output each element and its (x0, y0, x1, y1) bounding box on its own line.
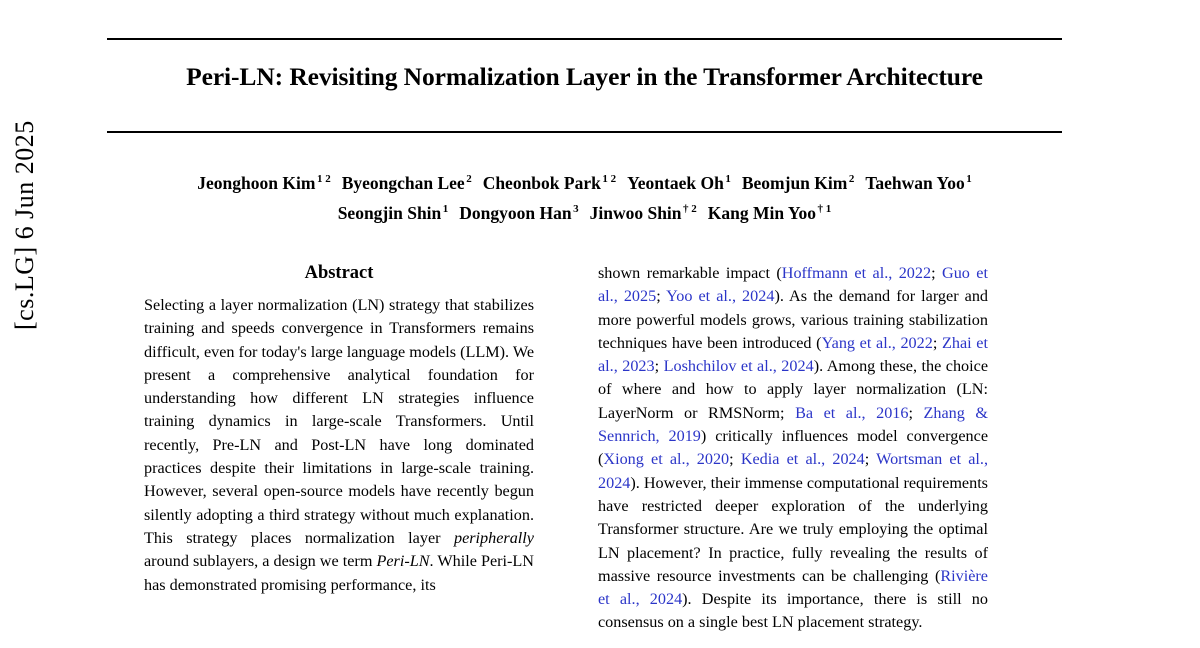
author-affiliation-marker: 2 (466, 173, 472, 186)
body-text-segment: ). Among these, the choice of where and how to apply layer normalization (LN: LayerNorm or RMSNorm; (598, 357, 988, 422)
author-affiliation-marker: 3 (573, 203, 579, 216)
author-affiliation-marker: 1 (725, 173, 731, 186)
author-name: Yeontaek Oh $^1$ (627, 173, 731, 193)
citation-link[interactable]: Yang et al., 2022 (821, 333, 933, 352)
introduction-column (598, 262, 988, 635)
body-text-segment: ; (729, 450, 741, 469)
citation-link[interactable]: Xiong et al., 2020 (603, 450, 730, 469)
body-text-segment: ; (656, 287, 667, 306)
body-text-segment: ; (864, 450, 877, 469)
author-name: Seongjin Shin $^1$ (337, 203, 449, 223)
page-title: Peri-LN: Revisiting Normalization Layer in the Transformer Architecture (186, 62, 983, 91)
citation-link[interactable]: Zhang & Sennrich, 2019 (598, 403, 988, 446)
body-text-segment: ; (654, 357, 664, 376)
body-text-segment: ). As the demand for larger and more powerful models grows, various training stabilization techniques have been introduced ( (598, 287, 989, 352)
body-text-segment: ). Despite its importance, there is still no consensus on a single best LN placement strategy. (598, 590, 988, 632)
author-name: Kang Min Yoo $^{\dagger 1}$ (707, 203, 832, 223)
author-name: Cheonbok Park $^{1 2}$ (482, 173, 617, 193)
author-affiliation-marker: 1 (966, 173, 972, 186)
author-name: Beomjun Kim $^2$ (741, 173, 855, 193)
abstract-segment: around sublayers, a design we term (144, 552, 377, 571)
citation-link[interactable]: Loshchilov et al., 2024 (663, 357, 814, 376)
citation-link[interactable]: Hoffmann et al., 2022 (781, 264, 932, 282)
author-list (107, 168, 1062, 228)
body-text-segment: ; (908, 403, 924, 422)
body-text-segment: ) critically influences model convergence ( (598, 427, 989, 469)
author-name: Taehwan Yoo $^1$ (865, 173, 972, 193)
citation-link[interactable]: Wortsman et al., 2024 (598, 450, 988, 492)
arxiv-stamp: [cs.LG] 6 Jun 2025 (10, 120, 39, 330)
body-text-segment: ). However, their immense computational requirements have restricted deeper exploration of the underlying Transformer structure. Are we truly employing the optimal LN placement? In practice, fully revealing the results of massive resource investments can be challenging ( (598, 473, 988, 585)
body-text-segment: shown remarkable impact ( (598, 264, 782, 282)
author-affiliation-marker: 1 (442, 203, 449, 216)
author-name: Byeongchan Lee $^2$ (341, 173, 472, 193)
introduction-text (598, 262, 988, 635)
citation-link[interactable]: Zhai et al., 2023 (598, 333, 988, 376)
author-affiliation-marker: 1 2 (602, 173, 617, 186)
body-text-segment: ; (931, 264, 943, 282)
citation-link[interactable]: Kedia et al., 2024 (740, 450, 865, 469)
abstract-text (144, 294, 534, 597)
citation-link[interactable]: Yoo et al., 2024 (666, 287, 775, 306)
header-rule-bottom (107, 131, 1062, 133)
abstract-segment: Selecting a layer normalization (LN) strategy that stabilizes training and speeds convergence in Transformers remains difficult, even for today's large language models (LLM). We present a comprehensive analytical foundation for understanding how different LN strategies influence training dynamics in large-scale Transformers. Until recently, Pre-LN and Post-LN have long dominated practices despite their limitations in large-scale training. However, several open-source models have recently begun silently adopting a third strategy without much explanation. This strategy places normalization layer (144, 296, 535, 547)
abstract-emphasis: peripherally (453, 528, 534, 547)
author-row-2 (107, 198, 1062, 228)
header-rule-top (107, 38, 1062, 40)
author-affiliation-marker: 1 2 (316, 173, 331, 186)
author-name: Jeonghoon Kim $^{1 2}$ (197, 173, 331, 193)
abstract-heading: Abstract (304, 263, 374, 283)
citation-link[interactable]: Ba et al., 2016 (795, 403, 909, 422)
author-affiliation-marker: † 2 (683, 203, 697, 216)
citation-link[interactable]: Rivière et al., 2024 (598, 566, 988, 609)
author-name: Dongyoon Han $^3$ (459, 203, 579, 223)
author-affiliation-marker: 2 (848, 173, 855, 186)
author-name: Jinwoo Shin $^{\dagger 2}$ (589, 203, 697, 223)
citation-link[interactable]: Guo et al., 2025 (598, 264, 988, 306)
abstract-segment: . While Peri-LN has demonstrated promising performance, its (144, 552, 534, 594)
abstract-column (144, 262, 534, 597)
abstract-emphasis: Peri-LN (376, 552, 430, 571)
author-row-1 (107, 168, 1062, 198)
body-text-segment: ; (932, 333, 942, 352)
author-affiliation-marker: † 1 (817, 203, 832, 216)
